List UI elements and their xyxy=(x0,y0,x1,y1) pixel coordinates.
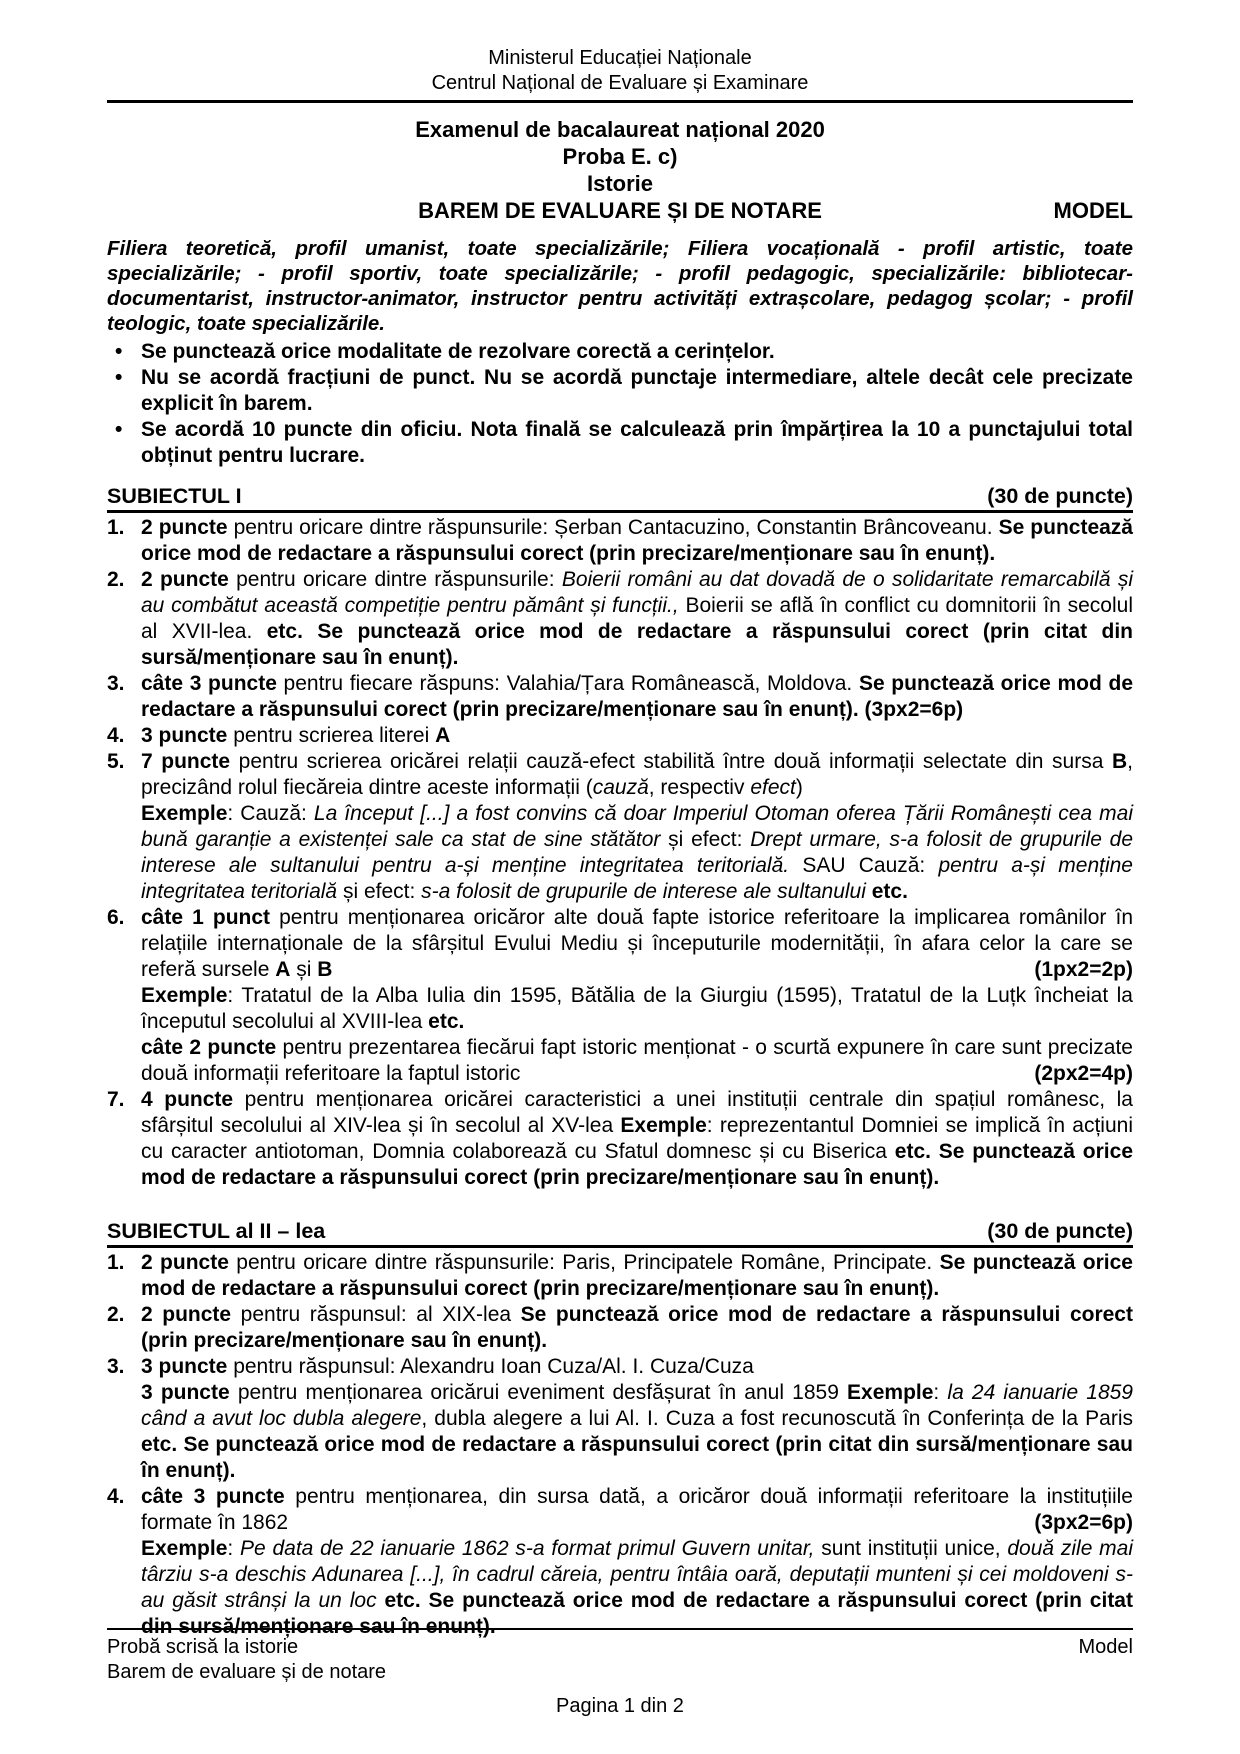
intro-bullet-1 xyxy=(107,339,1133,365)
item-paragraph: Exemple: Cauză: La început [...] a fost convins că doar Imperiul Otoman oferea Țării Românești cea mai bună garanție a existenței sale ca stat de sine stătător și efect: Drept urmare, s-a folosit de grupurile de interese ale sultanului pentru a-și menține integritatea teritorială. SAU Cauză: pentru a-și menține integritatea teritorială și efect: s-a folosit de grupurile de interese ale sultanului etc. xyxy=(141,802,1134,903)
item-number: 4. xyxy=(107,1485,125,1508)
subject2-heading-row xyxy=(107,1218,1133,1248)
filiera-paragraph: Filiera teoretică, profil umanist, toate specializările; Filiera vocațională - profil artistic, toate specializările; - profil sportiv, toate specializările; - profil pedagogic, specializările: bibliotecar-documentarist, instructor-animator, instructor pentru activități extrașcolare, pedagog școlar; - profil teologic, toate specializările. xyxy=(107,237,1133,335)
header-divider xyxy=(107,100,1133,103)
item-number: 1. xyxy=(107,516,125,539)
subject1-item-5 xyxy=(107,749,1133,905)
item-paragraph: 2 puncte pentru oricare dintre răspunsurile: Paris, Principatele Române, Principate. Se punctează orice mod de redactare a răspunsului corect (prin precizare/menționare sau în enunț). xyxy=(141,1251,1133,1300)
subject2-item-4 xyxy=(107,1484,1133,1640)
item-paragraph: 7 puncte pentru scrierea oricărei relații cauză-efect stabilită între două informații selectate din sursa B, precizând rolul fiecăreia dintre aceste informații (cauză, respectiv efect) xyxy=(141,750,1133,799)
subject2-item-list xyxy=(107,1250,1133,1640)
item-number: 1. xyxy=(107,1251,125,1274)
footer-row-1 xyxy=(107,1635,1133,1660)
item-body xyxy=(141,723,1133,749)
subject1-heading: SUBIECTUL I xyxy=(107,484,242,508)
subject1-item-2 xyxy=(107,567,1133,671)
item-paragraph: Exemple: Pe data de 22 ianuarie 1862 s-a format primul Guvern unitar, sunt instituții unice, două zile mai târziu s-a deschis Adunarea [...], în cadrul căreia, pentru întâia oară, deputații munteni și cei moldoveni s-au găsit strânși la un loc etc. Se punctează orice mod de redactare a răspunsului corect (prin citat din sursă/menționare sau în enunț). xyxy=(141,1537,1134,1638)
subject1-item-4 xyxy=(107,723,1133,749)
item-body xyxy=(141,1250,1133,1302)
item-paragraph: câte 3 puncte pentru menționarea, din sursa dată, a oricăror două informații referitoare la instituțiile formate în 1862 (3px2=6p) xyxy=(141,1485,1133,1534)
subject2-points: (30 de puncte) xyxy=(987,1219,1133,1243)
subject1-points: (30 de puncte) xyxy=(987,484,1133,508)
intro-bullet-2-text: Nu se acordă fracțiuni de punct. Nu se acordă punctaje intermediare, altele decât cele precizate explicit în barem. xyxy=(141,366,1133,415)
subject1-item-1 xyxy=(107,515,1133,567)
footer-model: Model xyxy=(1078,1636,1133,1658)
item-number: 2. xyxy=(107,568,125,591)
header-center: Centrul Național de Evaluare și Examinare xyxy=(431,72,809,94)
subject2-heading: SUBIECTUL al II – lea xyxy=(107,1219,326,1243)
item-paragraph: câte 1 punct pentru menționarea oricăror alte două fapte istorice referitoare la implicarea românilor în relațiile internaționale de la sfârșitul Evului Mediu și începuturile modernității, în afara celor la care se referă sursele A și B (1px2=2p) xyxy=(141,906,1133,981)
footer-proba: Probă scrisă la istorie xyxy=(107,1636,299,1658)
item-body xyxy=(141,515,1133,567)
item-number: 3. xyxy=(107,672,125,695)
subject1-heading-row xyxy=(107,483,1133,513)
item-number: 6. xyxy=(107,906,125,929)
item-paragraph: câte 2 puncte pentru prezentarea fiecărui fapt istoric menționat - o scurtă expunere în care sunt precizate două informații referitoare la faptul istoric (2px2=4p) xyxy=(141,1036,1133,1085)
item-paragraph: 2 puncte pentru răspunsul: al XIX-lea Se punctează orice mod de redactare a răspunsului corect (prin precizare/menționare sau în enunț). xyxy=(141,1303,1133,1352)
footer-barem: Barem de evaluare și de notare xyxy=(107,1661,387,1683)
subject2-item-1 xyxy=(107,1250,1133,1302)
discipline-title: Istorie xyxy=(586,171,654,196)
item-number: 4. xyxy=(107,724,125,747)
subject2-item-2 xyxy=(107,1302,1133,1354)
item-paragraph: 4 puncte pentru menționarea oricărei caracteristici a unei instituții centrale din spațiul românesc, la sfârșitul secolului al XIV-lea și în secolul al XV-lea Exemple: reprezentantul Domniei se implică în acțiuni cu caracter antiotoman, Domnia colaborează cu Sfatul domnesc și cu Biserica etc. Se punctează orice mod de redactare a răspunsului corect (prin precizare/menționare sau în enunț). xyxy=(141,1088,1134,1189)
subject2-item-3 xyxy=(107,1354,1133,1484)
item-paragraph: câte 3 puncte pentru fiecare răspuns: Valahia/Țara Românească, Moldova. Se punctează orice mod de redactare a răspunsului corect (prin precizare/menționare sau în enunț). (3px2=6p) xyxy=(141,672,1133,721)
document-footer xyxy=(107,1628,1133,1719)
bullet-icon: • xyxy=(115,340,123,363)
bullet-icon: • xyxy=(115,366,123,389)
intro-bullet-3-text: Se acordă 10 puncte din oficiu. Nota finală se calculează prin împărțirea la 10 a punctajului total obținut pentru lucrare. xyxy=(141,418,1133,467)
item-paragraph: 3 puncte pentru răspunsul: Alexandru Ioan Cuza/Al. I. Cuza/Cuza xyxy=(141,1355,754,1378)
barem-row xyxy=(107,197,1133,224)
item-paragraph: 3 puncte pentru menționarea oricărui eveniment desfășurat în anul 1859 Exemple: la 24 ianuarie 1859 când a avut loc dubla alegere, dubla alegere a lui Al. I. Cuza a fost recunoscută în Conferința de la Paris etc. Se punctează orice mod de redactare a răspunsului corect (prin citat din sursă/menționare sau în enunț). xyxy=(141,1381,1133,1482)
subject1-item-list xyxy=(107,515,1133,1191)
header-ministry: Ministerul Educației Naționale xyxy=(488,47,752,69)
intro-bullet-1-text: Se punctează orice modalitate de rezolvare corectă a cerințelor. xyxy=(141,340,775,363)
item-body xyxy=(141,1354,1133,1484)
item-body xyxy=(141,749,1133,905)
intro-bullet-list xyxy=(107,339,1133,469)
footer-page-number: Pagina 1 din 2 xyxy=(556,1695,684,1717)
model-label: MODEL xyxy=(1053,198,1133,223)
subject1-item-6 xyxy=(107,905,1133,1087)
item-paragraph: 2 puncte pentru oricare dintre răspunsurile: Șerban Cantacuzino, Constantin Brâncoveanu. Se punctează orice mod de redactare a răspunsului corect (prin precizare/menționare sau în enunț). xyxy=(141,516,1133,565)
subject1-item-7 xyxy=(107,1087,1133,1191)
item-body xyxy=(141,671,1133,723)
item-paragraph: 2 puncte pentru oricare dintre răspunsurile: Boierii români au dat dovadă de o solidaritate remarcabilă și au combătut această competiție pentru pământ și funcții., Boierii se află în conflict cu domnitorii în secolul al XVII-lea. etc. Se punctează orice mod de redactare a răspunsului corect (prin citat din sursă/menționare sau în enunț). xyxy=(141,568,1133,669)
item-number: 5. xyxy=(107,750,125,773)
item-body xyxy=(141,1087,1133,1191)
exam-title: Examenul de bacalaureat național 2020 xyxy=(415,117,825,142)
item-number: 7. xyxy=(107,1088,125,1111)
item-body xyxy=(141,1302,1133,1354)
item-body xyxy=(141,905,1133,1087)
item-number: 2. xyxy=(107,1303,125,1326)
bullet-icon: • xyxy=(115,418,123,441)
item-body xyxy=(141,1484,1133,1640)
subject1-item-3 xyxy=(107,671,1133,723)
item-paragraph: Exemple: Tratatul de la Alba Iulia din 1595, Bătălia de la Giurgiu (1595), Tratatul de la Luțk încheiat la începutul secolului al XVIII-lea etc. xyxy=(141,984,1133,1033)
proba-title: Proba E. c) xyxy=(562,144,678,169)
document-header xyxy=(107,46,1133,96)
barem-title: BAREM DE EVALUARE ȘI DE NOTARE xyxy=(418,198,822,223)
intro-bullet-3 xyxy=(107,417,1133,469)
title-block xyxy=(107,116,1133,224)
item-body xyxy=(141,567,1133,671)
item-paragraph: 3 puncte pentru scrierea literei A xyxy=(141,724,451,747)
intro-bullet-2 xyxy=(107,365,1133,417)
item-number: 3. xyxy=(107,1355,125,1378)
